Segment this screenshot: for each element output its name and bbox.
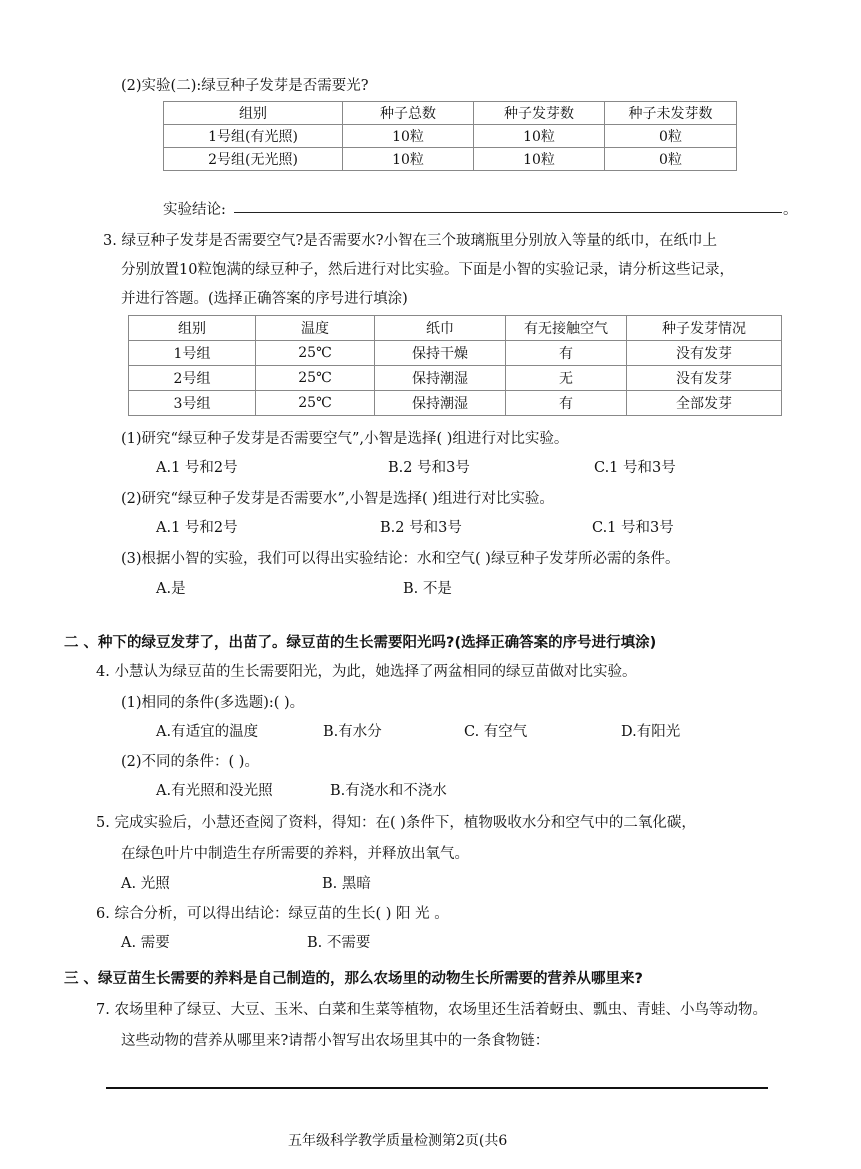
q3-table [128,315,782,416]
q3-sub1-option-b[interactable]: B.2 号和3号 [388,460,470,476]
table-cell: 25℃ [256,341,375,366]
q3-line3: 并进行答题。(选择正确答案的序号进行填涂) [121,291,408,307]
table-cell: 没有发芽 [627,366,782,391]
q3-sub2-option-c[interactable]: C.1 号和3号 [592,520,674,536]
conclusion-end: 。 [783,202,798,218]
q4: 4. 小慧认为绿豆苗的生长需要阳光，为此，她选择了两盆相同的绿豆苗做对比实验。 [96,664,637,680]
food-chain-answer-line[interactable] [106,1087,768,1089]
table-cell: 保持潮湿 [375,391,506,416]
table-cell: 1号组(有光照) [164,125,343,148]
section2-heading: 二 、种下的绿豆发芽了，出苗了。绿豆苗的生长需要阳光吗?(选择正确答案的序号进行填涂) [64,635,657,651]
q3-line1: 3. 绿豆种子发芽是否需要空气?是否需要水?小智在三个玻璃瓶里分别放入等量的纸巾，在纸巾上 [103,233,717,249]
table-cell: 2号组(无光照) [164,148,343,171]
table-header: 纸巾 [375,316,506,341]
table-header: 组别 [129,316,256,341]
table-header-row [164,102,737,125]
q7-line2: 这些动物的营养从哪里来?请帮小智写出农场里其中的一条食物链： [121,1033,550,1049]
q6-option-b[interactable]: B. 不需要 [307,935,371,951]
conclusion-answer-line[interactable] [234,200,782,213]
table-row [129,366,782,391]
q3-sub1: (1)研究“绿豆种子发芽是否需要空气”,小智是选择( )组进行对比实验。 [121,431,569,447]
table-cell: 25℃ [256,366,375,391]
table-cell: 10粒 [474,125,605,148]
q6-option-a[interactable]: A. 需要 [121,935,170,951]
table-cell: 10粒 [343,148,474,171]
q4-sub2-option-a[interactable]: A.有光照和没光照 [156,783,273,799]
q3-sub2: (2)研究“绿豆种子发芽是否需要水”,小智是选择( )组进行对比实验。 [121,491,554,507]
table-cell: 2号组 [129,366,256,391]
table-cell: 25℃ [256,391,375,416]
q3-line2: 分别放置10粒饱满的绿豆种子，然后进行对比实验。下面是小智的实验记录，请分析这些记录， [121,262,734,278]
q4-sub1-option-d[interactable]: D.有阳光 [621,724,681,740]
table-header: 种子发芽数 [474,102,605,125]
conclusion-label: 实验结论: [163,202,226,218]
q4-sub1-option-c[interactable]: C. 有空气 [464,724,528,740]
q3-sub3: (3)根据小智的实验，我们可以得出实验结论：水和空气( )绿豆种子发芽所必需的条件。 [121,551,680,567]
q5-line1: 5. 完成实验后，小慧还查阅了资料，得知：在( )条件下，植物吸收水分和空气中的二氧化碳， [96,815,696,831]
q4-sub1-option-b[interactable]: B.有水分 [323,724,382,740]
table-cell: 0粒 [605,125,737,148]
table-header: 组别 [164,102,343,125]
table-header-row [129,316,782,341]
table-cell: 3号组 [129,391,256,416]
q4-sub2: (2)不同的条件：( )。 [121,754,259,770]
table-cell: 无 [506,366,627,391]
q3-sub2-option-a[interactable]: A.1 号和2号 [156,520,238,536]
q3-sub3-option-b[interactable]: B. 不是 [403,581,452,597]
q5-line2: 在绿色叶片中制造生存所需要的养料，并释放出氧气。 [121,846,469,862]
table-cell: 没有发芽 [627,341,782,366]
table-header: 种子未发芽数 [605,102,737,125]
q4-sub1: (1)相同的条件(多选题):( )。 [121,695,305,711]
q5-option-b[interactable]: B. 黑暗 [322,876,371,892]
exp2-title: (2)实验(二):绿豆种子发芽是否需要光? [121,78,369,94]
q4-sub1-option-a[interactable]: A.有适宜的温度 [156,724,259,740]
q3-sub1-option-a[interactable]: A.1 号和2号 [156,460,238,476]
table-header: 温度 [256,316,375,341]
table-cell: 10粒 [343,125,474,148]
table-row [164,148,737,171]
q4-sub2-option-b[interactable]: B.有浇水和不浇水 [330,783,447,799]
table-row [164,125,737,148]
table-cell: 保持潮湿 [375,366,506,391]
q5-option-a[interactable]: A. 光照 [121,876,170,892]
q3-sub1-option-c[interactable]: C.1 号和3号 [594,460,676,476]
q7-line1: 7. 农场里种了绿豆、大豆、玉米、白菜和生菜等植物，农场里还生活着蚜虫、瓢虫、青蛙、小鸟等动物。 [96,1002,767,1018]
q3-sub2-option-b[interactable]: B.2 号和3号 [380,520,462,536]
table-cell: 1号组 [129,341,256,366]
page-footer: 五年级科学教学质量检测第2页(共6 [288,1133,508,1149]
section3-heading: 三 、绿豆苗生长需要的养料是自己制造的，那么农场里的动物生长所需要的营养从哪里来? [64,971,643,987]
table-cell: 有 [506,391,627,416]
q6: 6. 综合分析，可以得出结论：绿豆苗的生长( ) 阳 光 。 [96,906,449,922]
exp2-table [163,101,737,171]
table-header: 种子总数 [343,102,474,125]
table-row [129,341,782,366]
table-header: 种子发芽情况 [627,316,782,341]
table-header: 有无接触空气 [506,316,627,341]
q3-sub3-option-a[interactable]: A.是 [156,581,186,597]
table-cell: 有 [506,341,627,366]
table-cell: 0粒 [605,148,737,171]
table-cell: 10粒 [474,148,605,171]
table-cell: 全部发芽 [627,391,782,416]
table-row [129,391,782,416]
table-cell: 保持干燥 [375,341,506,366]
